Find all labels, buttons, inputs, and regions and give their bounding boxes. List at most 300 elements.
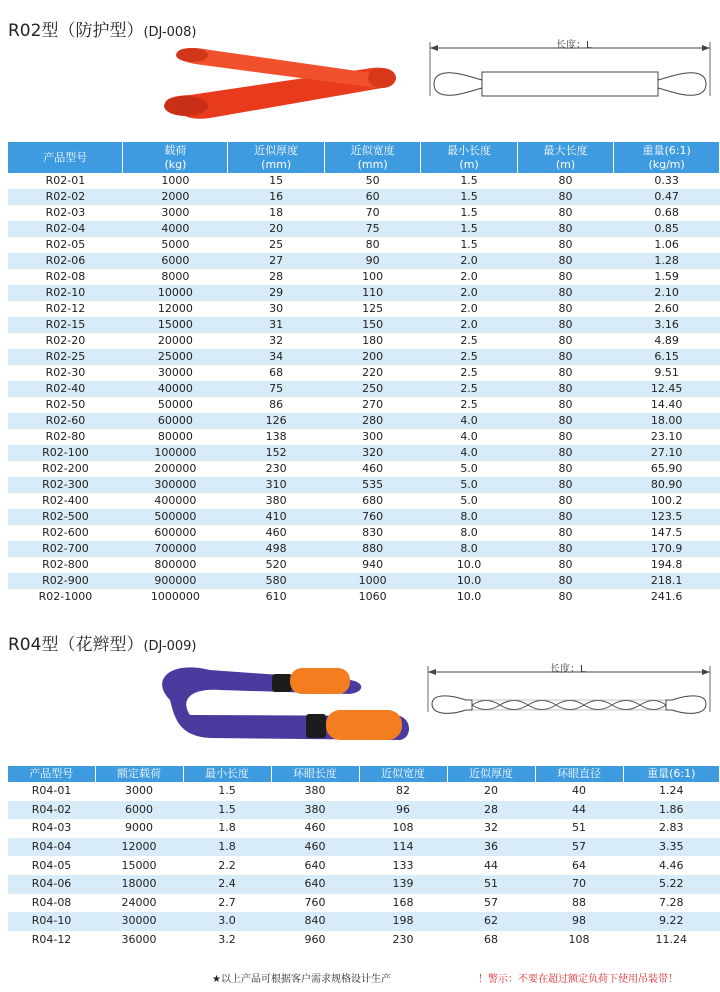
table-cell: 4.0 [460,430,478,443]
table-cell: 96 [359,801,447,820]
column-header [517,142,613,173]
table-cell: 80 [558,206,573,219]
table-cell: 840 [271,912,359,931]
table-cell: 1.28 [614,253,720,269]
table-cell: 760 [324,509,420,525]
r04-sling-photo [150,660,410,748]
column-header [123,142,228,173]
table-cell: 3.0 [183,912,271,931]
table-row [8,253,720,269]
table-row [8,894,720,913]
table-cell: 80 [365,238,380,251]
table-row [8,875,720,894]
table-cell: 220 [362,366,384,379]
table-cell: 138 [265,430,287,443]
column-header: 近似厚度 [447,766,535,782]
table-cell: 147.5 [650,526,683,539]
table-cell: 498 [228,541,324,557]
table-cell: 68 [484,933,499,947]
table-cell: 2.0 [421,253,517,269]
column-header: 近似宽度 [359,766,447,782]
table-cell: 1.06 [654,238,679,251]
table-cell: 15000 [123,317,228,333]
table-cell: 1.8 [183,838,271,857]
table-row [8,237,720,253]
table-cell: 1000 [324,573,420,589]
table-cell: 27 [228,253,324,269]
table-cell: 80000 [157,430,193,443]
table-row [8,573,720,589]
table-cell: 36000 [121,933,157,947]
table-cell: 535 [324,477,420,493]
table-cell: R02-04 [8,221,123,237]
table-row [8,365,720,381]
table-cell: R02-10 [8,285,123,301]
table-cell: 5.22 [623,875,719,894]
section2-code: (DJ-009) [143,639,197,654]
table-cell: 230 [265,462,287,475]
table-cell: 830 [362,526,384,539]
column-header-unit: (kg) [164,157,187,171]
table-cell: 80 [558,558,573,571]
section1-title-text: R02型（防护型） [8,21,144,41]
table-cell: 80 [558,334,573,347]
table-cell: 70 [365,206,380,219]
table-cell: 218.1 [614,573,720,589]
table-cell: 1000 [161,174,190,187]
table-cell: 8.0 [421,509,517,525]
table-cell: 57 [535,838,623,857]
table-cell: 320 [324,445,420,461]
table-cell: 51 [572,821,587,835]
table-cell: 108 [392,821,414,835]
table-cell: 640 [304,858,326,872]
r02-length-label: 长度：L [556,40,592,51]
r04-spec-table [8,766,720,949]
table-cell: 80 [517,285,613,301]
table-row [8,205,720,221]
table-cell: 500000 [123,509,228,525]
table-cell: 3.16 [614,317,720,333]
table-cell: 610 [265,590,287,603]
table-cell: 16 [228,189,324,205]
table-cell: R04-10 [8,912,95,931]
table-cell: 8.0 [421,541,517,557]
table-cell: 2.83 [659,821,684,835]
table-cell: 25 [269,238,284,251]
table-cell: 760 [304,895,326,909]
table-cell: 80 [517,413,613,429]
table-cell: 44 [535,801,623,820]
table-cell: 300000 [123,477,228,493]
table-cell: 80 [558,366,573,379]
table-cell: 230 [392,933,414,947]
column-header-label: 载荷 [164,143,187,157]
table-cell: 180 [362,334,384,347]
table-row [8,445,720,461]
table-cell: R02-300 [8,477,123,493]
column-header-label: 重量(6:1) [642,143,691,157]
table-cell: 460 [362,462,384,475]
table-cell: R02-06 [8,253,123,269]
table-cell: 10.0 [456,558,482,571]
table-cell: 18 [269,206,284,219]
table-cell: 36 [447,838,535,857]
table-cell: 6000 [123,253,228,269]
table-cell: 64 [572,858,587,872]
column-header: 额定载荷 [95,766,183,782]
table-cell: 900000 [123,573,228,589]
section1-code: (DJ-008) [143,25,197,40]
table-cell: 2.7 [218,895,236,909]
table-cell: 1.5 [460,174,478,187]
table-cell: 2.2 [218,858,236,872]
table-cell: 1.5 [421,189,517,205]
table-cell: R02-400 [42,494,89,507]
table-cell: 3.2 [218,933,236,947]
table-cell: 2.0 [460,302,478,315]
table-cell: 82 [396,784,411,798]
table-cell: 2.5 [421,349,517,365]
table-cell: 110 [324,285,420,301]
table-cell: 29 [228,285,324,301]
table-cell: 4.0 [421,445,517,461]
table-header-row [8,142,720,173]
table-cell: 1.5 [218,784,236,798]
column-header [421,142,517,173]
table-cell: 68 [269,366,284,379]
table-cell: 20000 [157,334,193,347]
table-cell: 1.86 [623,801,719,820]
table-cell: R02-30 [45,366,86,379]
table-cell: 133 [392,858,414,872]
table-row [8,589,720,605]
table-cell: 680 [362,494,384,507]
table-cell: 2000 [123,189,228,205]
table-cell: 700000 [123,541,228,557]
table-cell: 28 [447,801,535,820]
table-cell: 75 [228,381,324,397]
table-cell: 44 [484,858,499,872]
table-cell: 270 [362,398,384,411]
table-cell: 3000 [125,784,154,798]
table-row [8,189,720,205]
table-cell: 0.85 [614,221,720,237]
table-cell: 100 [362,270,384,283]
table-cell: 1.5 [460,238,478,251]
table-cell: 580 [228,573,324,589]
column-header-unit: (mm) [357,157,388,171]
table-cell: 125 [362,302,384,315]
r02-spec-table [8,142,720,605]
table-cell: R02-50 [45,398,86,411]
table-row [8,782,720,801]
table-cell: R02-60 [8,413,123,429]
table-cell: 25000 [123,349,228,365]
table-cell: 27.10 [614,445,720,461]
table-cell: 12000 [157,302,193,315]
table-cell: 250 [324,381,420,397]
table-cell: 2.60 [654,302,679,315]
table-cell: R02-80 [45,430,86,443]
table-cell: 520 [265,558,287,571]
table-cell: 126 [228,413,324,429]
table-cell: 80 [558,270,573,283]
table-cell: 0.68 [654,206,679,219]
table-cell: 90 [324,253,420,269]
table-cell: 12.45 [614,381,720,397]
table-cell: R02-25 [8,349,123,365]
table-row [8,349,720,365]
table-cell: R04-12 [31,933,72,947]
table-cell: 32 [484,821,499,835]
table-cell: 80 [558,174,573,187]
table-cell: 400000 [154,494,197,507]
table-row [8,912,720,931]
table-row [8,221,720,237]
table-cell: 50000 [157,398,193,411]
column-header-unit: (kg/m) [648,157,685,171]
table-cell: 24000 [121,895,157,909]
table-cell: 80 [517,349,613,365]
table-cell: 80 [558,494,573,507]
table-cell: 200000 [154,462,197,475]
table-cell: R04-03 [31,821,72,835]
column-header: 产品型号 [8,766,95,782]
table-row [8,173,720,189]
table-cell: 1.59 [654,270,679,283]
table-cell: 310 [228,477,324,493]
r02-sling-photo [150,40,410,130]
table-row [8,333,720,349]
table-row [8,525,720,541]
table-cell: 32 [269,334,284,347]
table-cell: R04-06 [8,875,95,894]
table-cell: 123.5 [614,509,720,525]
table-cell: R02-100 [8,445,123,461]
table-cell: 80 [517,253,613,269]
table-cell: 0.47 [614,189,720,205]
table-cell: 410 [228,509,324,525]
table-cell: 1.5 [460,206,478,219]
table-cell: 5.0 [460,494,478,507]
column-header: 最小长度 [183,766,271,782]
table-row [8,856,720,875]
table-cell: 108 [568,933,590,947]
table-cell: R02-03 [45,206,86,219]
table-cell: 30000 [157,366,193,379]
table-cell: 150 [324,317,420,333]
table-cell: 40 [572,784,587,798]
column-header: 环眼长度 [271,766,359,782]
table-cell: R02-1000 [38,590,93,603]
table-cell: R02-20 [45,334,86,347]
table-cell: 30000 [95,912,183,931]
table-cell: R02-800 [42,558,89,571]
table-cell: 3.35 [623,838,719,857]
table-cell: 168 [392,895,414,909]
table-cell: 460 [271,838,359,857]
table-cell: 40000 [123,381,228,397]
table-cell: 14.40 [650,398,683,411]
table-row [8,477,720,493]
table-cell: 170.9 [614,541,720,557]
table-row [8,317,720,333]
table-cell: 640 [271,875,359,894]
table-cell: 62 [447,912,535,931]
table-cell: 86 [269,398,284,411]
table-cell: 139 [359,875,447,894]
table-cell: 70 [535,875,623,894]
section2-title [8,630,196,655]
table-cell: 380 [271,801,359,820]
table-cell: R04-05 [31,858,72,872]
table-cell: 15000 [121,858,157,872]
table-cell: R04-08 [31,895,72,909]
table-cell: 28 [269,270,284,283]
table-cell: R02-15 [8,317,123,333]
table-cell: 98 [535,912,623,931]
table-row [8,819,720,838]
table-cell: 6000 [95,801,183,820]
table-row [8,397,720,413]
table-cell: 80.90 [614,477,720,493]
table-cell: 80 [558,302,573,315]
table-cell: 1060 [358,590,387,603]
column-header-label: 最大长度 [543,143,588,157]
table-cell: 80 [517,317,613,333]
table-cell: 200 [324,349,420,365]
table-cell: 80 [517,477,613,493]
table-cell: 380 [304,784,326,798]
table-cell: R04-02 [8,801,95,820]
table-cell: 11.24 [655,933,688,947]
table-cell: 940 [362,558,384,571]
table-cell: R02-12 [45,302,86,315]
table-cell: 800000 [154,558,197,571]
table-cell: 88 [572,895,587,909]
table-cell: 60 [324,189,420,205]
table-cell: R02-500 [8,509,123,525]
table-cell: 23.10 [650,430,683,443]
table-cell: 10.0 [456,590,482,603]
table-cell: 57 [484,895,499,909]
table-row [8,838,720,857]
table-cell: 4000 [123,221,228,237]
table-cell: 20 [228,221,324,237]
table-cell: 7.28 [659,895,684,909]
table-cell: 80 [558,462,573,475]
table-cell: 4.46 [659,858,684,872]
table-cell: 80 [517,381,613,397]
table-cell: 100000 [123,445,228,461]
table-cell: R04-01 [31,784,72,798]
table-row [8,285,720,301]
table-cell: 60000 [123,413,228,429]
section2-title-text: R04型（花辫型） [8,635,144,655]
table-cell: R02-200 [42,462,89,475]
table-cell: 2.4 [183,875,271,894]
column-header: 重量(6:1) [623,766,719,782]
table-cell: R02-05 [45,238,86,251]
table-cell: 80 [558,398,573,411]
table-cell: 10000 [123,285,228,301]
table-cell: R02-600 [42,526,89,539]
table-cell: 5.0 [421,477,517,493]
column-header-label: 产品型号 [43,150,88,164]
column-header [614,142,720,173]
table-row [8,931,720,950]
column-header [324,142,420,173]
column-header-label: 最小长度 [447,143,492,157]
table-cell: 1.24 [659,784,684,798]
table-cell: 80 [517,509,613,525]
table-cell: 8000 [161,270,190,283]
table-cell: 80 [558,590,573,603]
table-cell: 18.00 [614,413,720,429]
table-row [8,801,720,820]
table-row [8,509,720,525]
column-header [228,142,324,173]
table-cell: 1000000 [150,590,200,603]
table-row [8,413,720,429]
column-header-label: 近似宽度 [350,143,395,157]
table-row [8,557,720,573]
table-cell: 9000 [125,821,154,835]
table-cell: 2.5 [460,334,478,347]
table-cell: 2.0 [421,317,517,333]
table-cell: 80 [517,221,613,237]
table-cell: 80 [517,445,613,461]
table-cell: 300 [362,430,384,443]
table-cell: R02-700 [8,541,123,557]
table-row [8,541,720,557]
table-cell: 1.8 [218,821,236,835]
table-cell: 2.0 [421,285,517,301]
table-cell: 380 [265,494,287,507]
section1-title [8,16,196,41]
table-cell: 114 [359,838,447,857]
table-cell: 2.5 [460,366,478,379]
table-cell: 80 [517,573,613,589]
table-cell: R02-01 [45,174,86,187]
table-cell: 80 [558,526,573,539]
table-cell: 9.22 [623,912,719,931]
table-cell: 241.6 [650,590,683,603]
table-cell: 460 [265,526,287,539]
table-cell: 880 [324,541,420,557]
table-cell: 31 [228,317,324,333]
table-cell: 2.10 [614,285,720,301]
footer-note: ★以上产品可根据客户需求规格设计生产 [212,974,391,985]
table-header-row [8,766,720,782]
table-cell: 0.33 [654,174,679,187]
table-row [8,381,720,397]
warning-note: ！警示：不要在超过额定负荷下使用吊装带！ [478,974,678,985]
table-cell: 18000 [95,875,183,894]
column-header-unit: (m) [459,157,479,171]
column-header-unit: (mm) [261,157,292,171]
table-cell: 34 [228,349,324,365]
table-cell: 4.89 [654,334,679,347]
table-cell: 20 [484,784,499,798]
table-row [8,301,720,317]
table-row [8,493,720,509]
table-cell: 3000 [161,206,190,219]
table-cell: R02-08 [45,270,86,283]
table-cell: R02-02 [8,189,123,205]
table-cell: R02-40 [8,381,123,397]
